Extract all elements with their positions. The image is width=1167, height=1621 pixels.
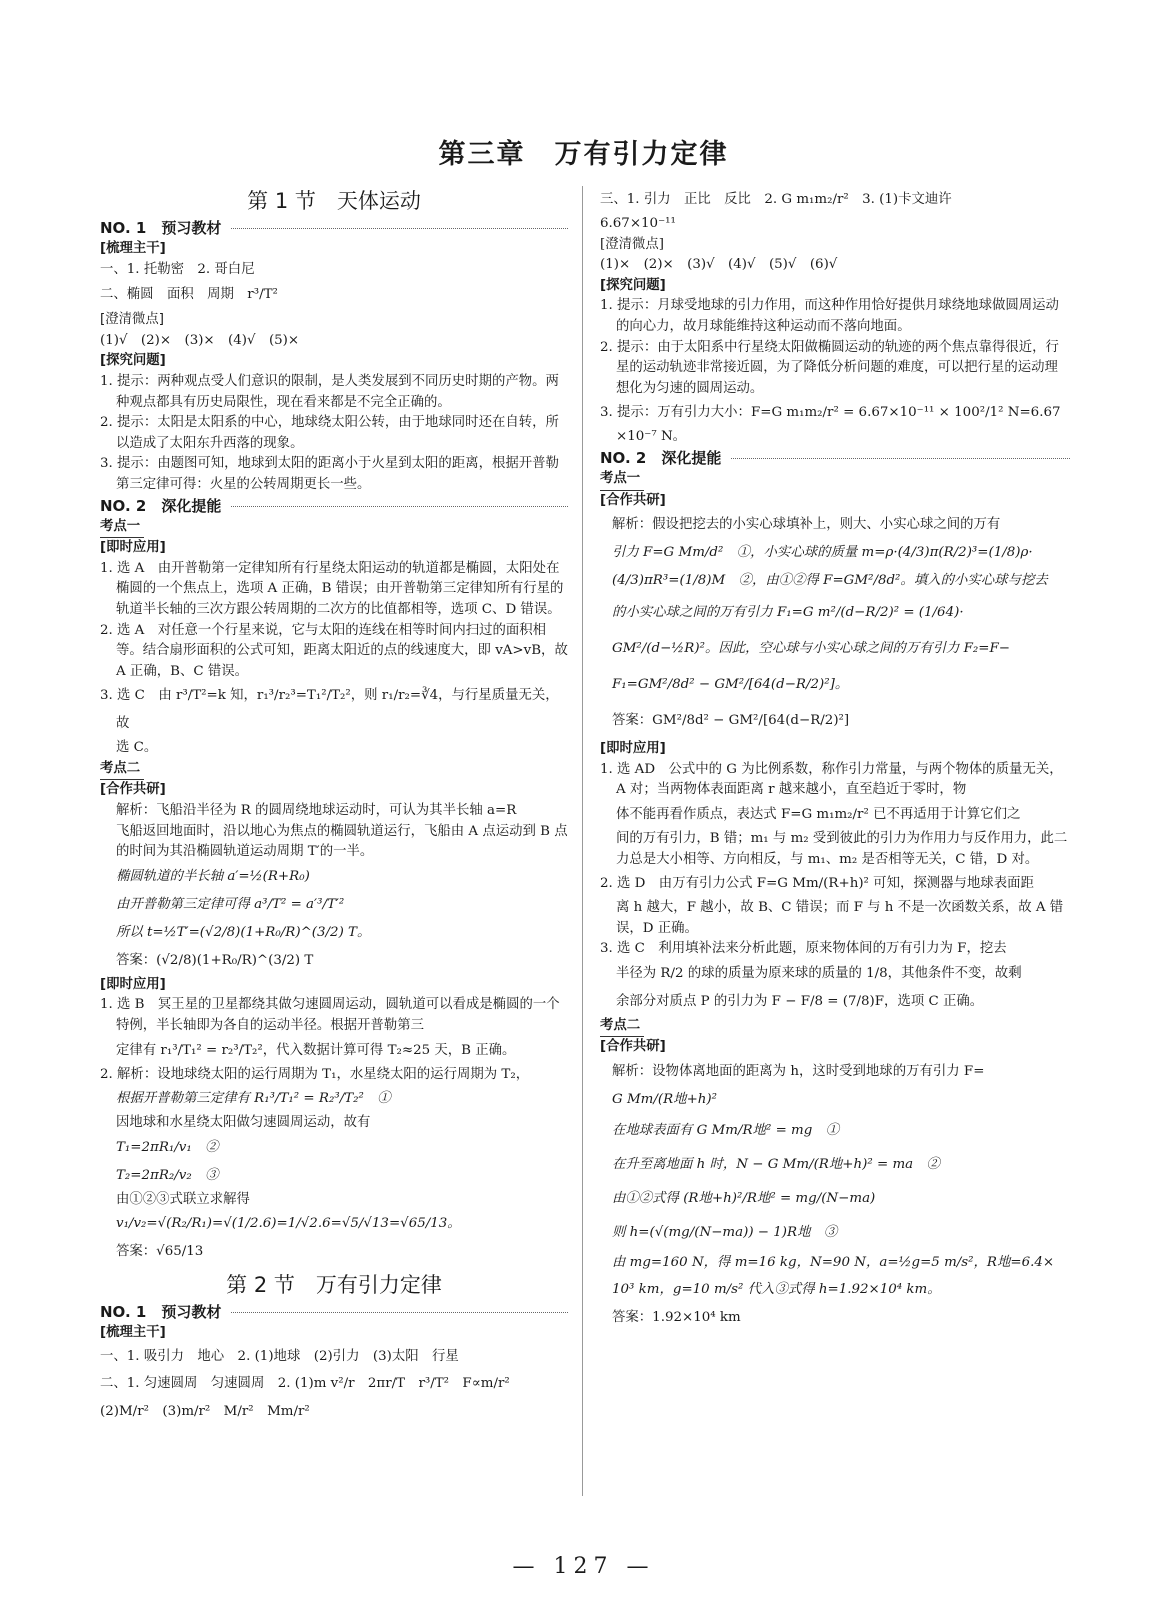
jsyy-1: [即时应用]	[100, 540, 166, 556]
right-column	[600, 186, 1070, 1332]
solution-b4: 由开普勒第三定律可得 a³/T² = a′³/T′²	[116, 896, 345, 912]
answer-a3a: 3. 选 C 由 r³/T²=k 知，r₁³/r₂³=T₁²/T₂²，则 r₁/r₂=∛4，与行星质量无关，故	[100, 688, 559, 732]
s2-no1-heading	[100, 1302, 568, 1323]
r-kaodian-1: 考点一	[600, 469, 644, 491]
r-e7: 半径为 R/2 的球的质量为原来球的质量的 1/8，其他条件不变，故剩	[616, 965, 1022, 981]
s2-line3: (2)M/r² (3)m/r² M/r² Mm/r²	[100, 1404, 310, 1419]
r-sub2: [探究问题]	[600, 277, 666, 293]
solution-b5: 所以 t=½T′=(√2/8)(1+R₀/R)^(3/2) T。	[116, 924, 371, 940]
answer-c8: v₁/v₂=√(R₂/R₁)=√(1/2.6)=1/√2.6=√5/√13=√65/13。	[116, 1216, 461, 1232]
r-hzgy-2: [合作共研]	[600, 1039, 666, 1055]
r-f9: 答案：1.92×10⁴ km	[612, 1310, 741, 1326]
s2-sub1: [梳理主干]	[100, 1325, 166, 1341]
r-f6: 则 h=(√(mg/(N−ma)) − 1)R地 ③	[612, 1225, 838, 1241]
s1-no1-label: NO. 1 预习教材	[100, 219, 222, 237]
s1-no1-heading	[100, 218, 568, 239]
r-e3: 间的万有引力，B 错；m₁ 与 m₂ 受到彼此的引力为作用力与反作用力，此二力总是大小相等、方向相反，与 m₁、m₂ 是否相等无关，C 错，D 对。	[616, 830, 1068, 867]
r-f5: 由①②式得 (R地+h)²/R地² = mg/(N−ma)	[612, 1191, 876, 1207]
r-e5: 离 h 越大，F 越小，故 B、C 错误；而 F 与 h 不是一次函数关系，故 A 错误，D 正确。	[616, 900, 1064, 936]
s1-sub3: [探究问题]	[100, 353, 166, 369]
answer-c7: 由①②③式联立求解得	[116, 1191, 250, 1207]
r-line3: (1)× (2)× (3)√ (4)√ (5)√ (6)√	[600, 257, 838, 273]
s2-line2: 二、1. 匀速圆周 匀速圆周 2. (1)m v²/r 2πr/T r³/T² F∝m/r²	[100, 1376, 510, 1391]
r-line2: 6.67×10⁻¹¹	[600, 216, 676, 231]
r-jsyy-1: [即时应用]	[600, 741, 666, 757]
section-2-title: 第 2 节 万有引力定律	[226, 1273, 442, 1298]
page-number: — 127 —	[512, 1554, 655, 1579]
r-no2-label: NO. 2 深化提能	[600, 448, 722, 467]
r-sub1: [澄清微点]	[600, 236, 665, 252]
r-d4: 的小实心球之间的万有引力 F₁=G m²/(d−R/2)² = (1/64)·	[612, 605, 964, 621]
r-d7: 答案：GM²/8d² − GM²/[64(d−R/2)²]	[612, 713, 850, 729]
r-d1: 解析：假设把挖去的小实心球填补上，则大、小实心球之间的万有	[612, 517, 1001, 533]
r-e6: 3. 选 C 利用填补法来分析此题，原来物体间的万有引力为 F，挖去	[600, 941, 1007, 957]
s1-line1: 一、1. 托勒密 2. 哥白尼	[100, 261, 255, 277]
r-e4: 2. 选 D 由万有引力公式 F=G Mm/(R+h)² 可知，探测器与地球表面距	[600, 876, 1034, 892]
answer-c3: 根据开普勒第三定律有 R₁³/T₁² = R₂³/T₂² ①	[116, 1091, 391, 1107]
s1-no2-heading	[100, 496, 568, 517]
r-d6: F₁=GM²/8d² − GM²/[64(d−R/2)²]。	[612, 677, 849, 693]
solution-b3: 椭圆轨道的半长轴 a′=½(R+R₀)	[116, 868, 310, 884]
r-e8: 余部分对质点 P 的引力为 F − F/8 = (7/8)F，选项 C 正确。	[616, 993, 984, 1009]
r-f8: 10³ km，g=10 m/s² 代入③式得 h=1.92×10⁴ km。	[612, 1282, 941, 1298]
kaodian-2: 考点二	[100, 759, 144, 781]
s1-line3: (1)√ (2)× (3)× (4)√ (5)×	[100, 332, 300, 348]
s2-no1-label: NO. 1 预习教材	[100, 1303, 222, 1322]
r-line1: 三、1. 引力 正比 反比 2. G m₁m₂/r² 3. (1)卡文迪许	[600, 192, 952, 207]
r-q3a: 3. 提示：万有引力大小：F=G m₁m₂/r² = 6.67×10⁻¹¹ × 100²/1² N=6.67	[600, 405, 1061, 421]
answer-c9: 答案：√65/13	[116, 1244, 204, 1260]
answer-c1a: 1. 选 B 冥王星的卫星都绕其做匀速圆周运动，圆轨道可以看成是椭圆的一个特例，半长轴即为各自的运动半径。根据开普勒第三	[100, 997, 560, 1034]
r-hzgy-1: [合作共研]	[600, 492, 666, 508]
r-d5: GM²/(d−½R)²。因此，空心球与小实心球之间的万有引力 F₂=F−	[612, 641, 1011, 657]
r-d3: (4/3)πR³=(1/8)M ②，由①②得 F=GM²/8d²。填入的小实心球与挖去	[612, 573, 1048, 589]
r-f1: 解析：设物体离地面的距离为 h，这时受到地球的万有引力 F=	[612, 1064, 985, 1080]
solution-b6: 答案：(√2/8)(1+R₀/R)^(3/2) T	[116, 952, 314, 968]
column-divider	[582, 186, 583, 1496]
chapter-title: 第三章 万有引力定律	[438, 139, 729, 170]
kaodian-1: 考点一	[100, 517, 144, 539]
r-d2: 引力 F=G Mm/d² ①，小实心球的质量 m=ρ·(4/3)π(R/2)³=(1/8)ρ·	[612, 545, 1033, 561]
r-kaodian-2: 考点二	[600, 1016, 644, 1038]
answer-c6: T₂=2πR₂/v₂ ③	[116, 1167, 219, 1183]
hzgy-1: [合作共研]	[100, 782, 166, 798]
r-f4: 在升至离地面 h 时，N − G Mm/(R地+h)² = ma ②	[612, 1157, 940, 1173]
s2-line1: 一、1. 吸引力 地心 2. (1)地球 (2)引力 (3)太阳 行星	[100, 1349, 459, 1364]
answer-a2: 2. 选 A 对任意一个行星来说，它与太阳的连线在相等时间内扫过的面积相等。结合扇形面积的公式可知，距离太阳近的点的线速度大，即 vA>vB，故 A 正确，B、C 错误。	[100, 622, 568, 679]
r-q2: 2. 提示：由于太阳系中行星绕太阳做椭圆运动的轨迹的两个焦点靠得很近，行星的运动轨迹非常接近圆，为了降低分析问题的难度，可以把行星的运动理想化为匀速的圆周运动。	[600, 339, 1059, 396]
solution-b2: 飞船返回地面时，沿以地心为焦点的椭圆轨道运行，飞船由 A 点运动到 B 点的时间为其沿椭圆轨道运动周期 T′的一半。	[116, 823, 568, 860]
r-no2-heading	[600, 448, 1070, 469]
solution-b1: 解析：飞船沿半径为 R 的圆周绕地球运动时，可认为其半长轴 a=R	[116, 803, 517, 819]
section-1-title: 第 1 节 天体运动	[247, 189, 421, 213]
s1-q3: 3. 提示：由题图可知，地球到太阳的距离小于火星到太阳的距离，根据开普勒第三定律可得：火星的公转周期更长一些。	[100, 456, 559, 492]
r-e2: 体不能再看作质点，表达式 F=G m₁m₂/r² 已不再适用于计算它们之	[616, 806, 1021, 822]
r-f3: 在地球表面有 G Mm/R地² = mg ①	[612, 1123, 840, 1139]
s1-no2-label: NO. 2 深化提能	[100, 496, 222, 515]
left-column	[100, 186, 568, 1426]
answer-c4: 因地球和水星绕太阳做匀速圆周运动，故有	[116, 1115, 371, 1131]
r-f7: 由 mg=160 N，得 m=16 kg，N=90 N，a=½g=5 m/s²，R地=6.4×	[612, 1255, 1055, 1271]
answer-a1: 1. 选 A 由开普勒第一定律知所有行星绕太阳运动的轨道都是椭圆，太阳处在椭圆的一个焦点上，选项 A 正确，B 错误；由开普勒第三定律知所有行星的轨道半长轴的三次方跟公转周期的二次方的比值都相等，选项 C、D 错误。	[100, 560, 564, 617]
r-f2: G Mm/(R地+h)²	[612, 1092, 718, 1108]
r-q1: 1. 提示：月球受地球的引力作用，而这种作用恰好提供月球绕地球做圆周运动的向心力，故月球能维持这种运动而不落向地面。	[600, 298, 1059, 334]
s1-sub1: [梳理主干]	[100, 241, 166, 256]
answer-c2: 2. 解析：设地球绕太阳的运行周期为 T₁，水星绕太阳的运行周期为 T₂，	[100, 1066, 530, 1082]
r-q3b: ×10⁻⁷ N。	[616, 429, 687, 445]
s1-line2: 二、椭圆 面积 周期 r³/T²	[100, 287, 278, 303]
answer-a3b: 选 C。	[116, 740, 158, 756]
answer-c5: T₁=2πR₁/v₁ ②	[116, 1139, 219, 1155]
r-e1: 1. 选 AD 公式中的 G 为比例系数，称作引力常量，与两个物体的质量无关，A 对；当两物体表面距离 r 越来越小，直至趋近于零时，物	[600, 761, 1063, 798]
jsyy-2: [即时应用]	[100, 976, 166, 992]
s1-q1: 1. 提示：两种观点受人们意识的限制，是人类发展到不同历史时期的产物。两种观点都具有历史局限性，现在看来都是不完全正确的。	[100, 373, 559, 410]
answer-c1b: 定律有 r₁³/T₁² = r₂³/T₂²，代入数据计算可得 T₂≈25 天，B 正确。	[116, 1042, 516, 1058]
s1-sub2: [澄清微点]	[100, 312, 165, 328]
s1-q2: 2. 提示：太阳是太阳系的中心，地球绕太阳公转，由于地球同时还在自转，所以造成了太阳东升西落的现象。	[100, 415, 559, 451]
